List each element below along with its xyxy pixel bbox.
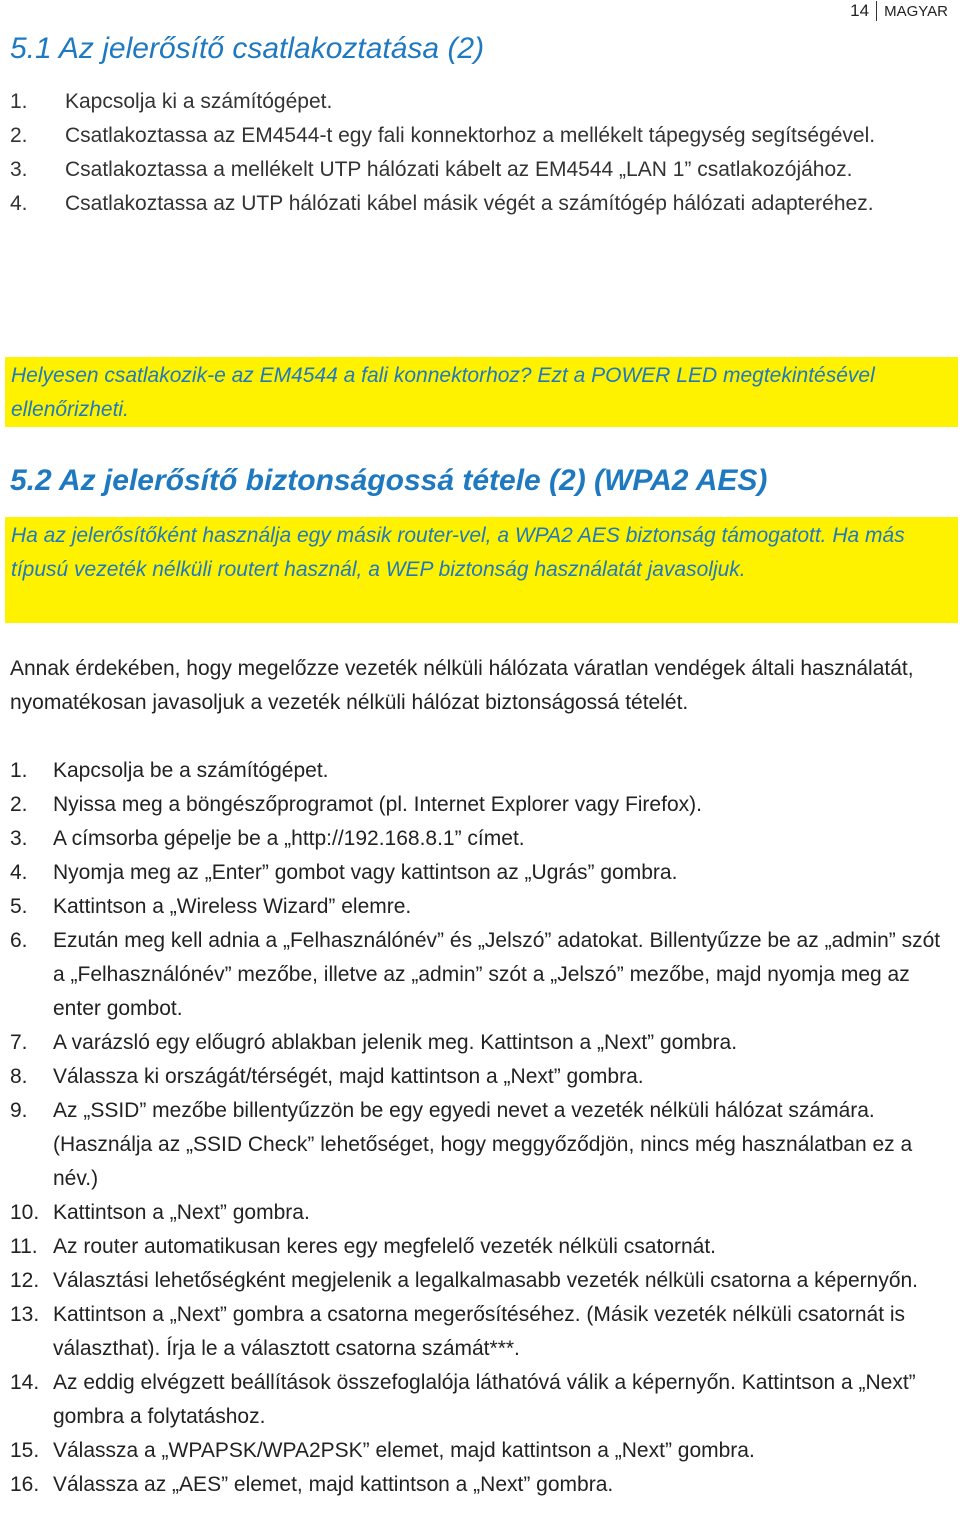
step-number: 11.: [10, 1235, 38, 1258]
step-number: 15.: [10, 1439, 40, 1462]
step-number: 14.: [10, 1371, 40, 1394]
step-number: 4.: [10, 861, 28, 884]
step-number: 10.: [10, 1201, 40, 1224]
list-item: [10, 1468, 955, 1502]
list-item: [10, 1196, 955, 1230]
list-item: [10, 119, 910, 153]
step-text: Kapcsolja be a számítógépet.: [53, 759, 329, 782]
list-item: [10, 890, 955, 924]
list-item: [10, 924, 955, 1026]
language-label: MAGYAR: [884, 2, 948, 20]
list-item: [10, 1026, 955, 1060]
step-text: Csatlakoztassa a mellékelt UTP hálózati kábelt az EM4544 „LAN 1” csatlakozójához.: [65, 158, 853, 181]
power-led-note: Helyesen csatlakozik-e az EM4544 a fali konnektorhoz? Ezt a POWER LED megtekintésével ellenőrizheti.: [5, 357, 958, 427]
list-item: [10, 1060, 955, 1094]
step-number: 1.: [10, 90, 28, 113]
step-number: 4.: [10, 192, 28, 215]
section-2-title: 5.2 Az jelerősítő biztonságossá tétele (2) (WPA2 AES): [10, 464, 768, 497]
step-number: 13.: [10, 1303, 40, 1326]
step-number: 7.: [10, 1031, 28, 1054]
list-item: [10, 822, 955, 856]
step-text: Válassza ki országát/térségét, majd kattintson a „Next” gombra.: [53, 1065, 644, 1088]
list-item: [10, 1366, 955, 1434]
step-text: Az „SSID” mezőbe billentyűzzön be egy egyedi nevet a vezeték nélküli hálózat számára. (Használja az „SSID Check” lehetőséget, hogy meggyőződjön, nincs még használatban ez a név.): [53, 1099, 913, 1190]
step-text: Válassza az „AES” elemet, majd kattintson a „Next” gombra.: [53, 1473, 614, 1496]
wpa2-security-note: Ha az jelerősítőként használja egy másik router-vel, a WPA2 AES biztonság támogatott. Ha más típusú vezeték nélküli routert használ, a WEP biztonság használatát javasoljuk.: [5, 517, 958, 623]
step-number: 3.: [10, 827, 28, 850]
step-text: Nyomja meg az „Enter” gombot vagy kattintson az „Ugrás” gombra.: [53, 861, 678, 884]
list-item: [10, 856, 955, 890]
security-steps-list: [10, 754, 955, 1502]
list-item: [10, 1298, 955, 1366]
step-text: Az eddig elvégzett beállítások összefoglalója láthatóvá válik a képernyőn. Kattintson a „Next” gombra a folytatáshoz.: [53, 1371, 916, 1428]
step-number: 16.: [10, 1473, 40, 1496]
step-text: Válassza a „WPAPSK/WPA2PSK” elemet, majd kattintson a „Next” gombra.: [53, 1439, 755, 1462]
step-text: Csatlakoztassa az EM4544-t egy fali konnektorhoz a mellékelt tápegység segítségével.: [65, 124, 876, 147]
list-item: [10, 187, 910, 221]
step-number: 6.: [10, 929, 28, 952]
step-number: 9.: [10, 1099, 28, 1122]
step-number: 2.: [10, 124, 28, 147]
step-text: Kapcsolja ki a számítógépet.: [65, 90, 333, 113]
step-text: Kattintson a „Wireless Wizard” elemre.: [53, 895, 412, 918]
step-text: Nyissa meg a böngészőprogramot (pl. Internet Explorer vagy Firefox).: [53, 793, 702, 816]
step-text: Kattintson a „Next” gombra a csatorna megerősítéséhez. (Másik vezeték nélküli csatornát is választhat). Írja le a választott csatorna számát***.: [53, 1303, 906, 1360]
page-number: 14: [850, 1, 870, 20]
list-item: [10, 788, 955, 822]
step-text: Választási lehetőségként megjelenik a legalkalmasabb vezeték nélküli csatorna a képernyőn.: [53, 1269, 919, 1292]
step-text: Ezután meg kell adnia a „Felhasználónév” és „Jelszó” adatokat. Billentyűzze be az „admin” szót a „Felhasználónév” mezőbe, illetve az „admin” szót a „Jelszó” mezőbe, majd nyomja meg az enter gombot.: [53, 929, 941, 1020]
step-number: 1.: [10, 759, 28, 782]
step-text: A varázsló egy előugró ablakban jelenik meg. Kattintson a „Next” gombra.: [53, 1031, 738, 1054]
step-number: 3.: [10, 158, 28, 181]
list-item: [10, 1264, 955, 1298]
header-divider: [876, 1, 877, 21]
step-text: A címsorba gépelje be a „http://192.168.8.1” címet.: [53, 827, 525, 850]
step-text: Az router automatikusan keres egy megfelelő vezeték nélküli csatornát.: [53, 1235, 717, 1258]
list-item: [10, 153, 910, 187]
step-number: 8.: [10, 1065, 28, 1088]
step-number: 5.: [10, 895, 28, 918]
step-number: 12.: [10, 1269, 40, 1292]
step-number: 2.: [10, 793, 28, 816]
list-item: [10, 1094, 955, 1196]
page-header: [850, 0, 948, 22]
security-intro-paragraph: Annak érdekében, hogy megelőzze vezeték nélküli hálózata váratlan vendégek általi használatát, nyomatékosan javasoljuk a vezeték nélküli hálózat biztonságossá tételét.: [10, 657, 914, 714]
connection-steps-list: [10, 85, 910, 221]
step-text: Csatlakoztassa az UTP hálózati kábel másik végét a számítógép hálózati adapteréhez.: [65, 192, 874, 215]
list-item: [10, 1434, 955, 1468]
list-item: [10, 85, 910, 119]
section-1-title: 5.1 Az jelerősítő csatlakoztatása (2): [10, 32, 485, 65]
list-item: [10, 1230, 955, 1264]
step-text: Kattintson a „Next” gombra.: [53, 1201, 310, 1224]
list-item: [10, 754, 955, 788]
